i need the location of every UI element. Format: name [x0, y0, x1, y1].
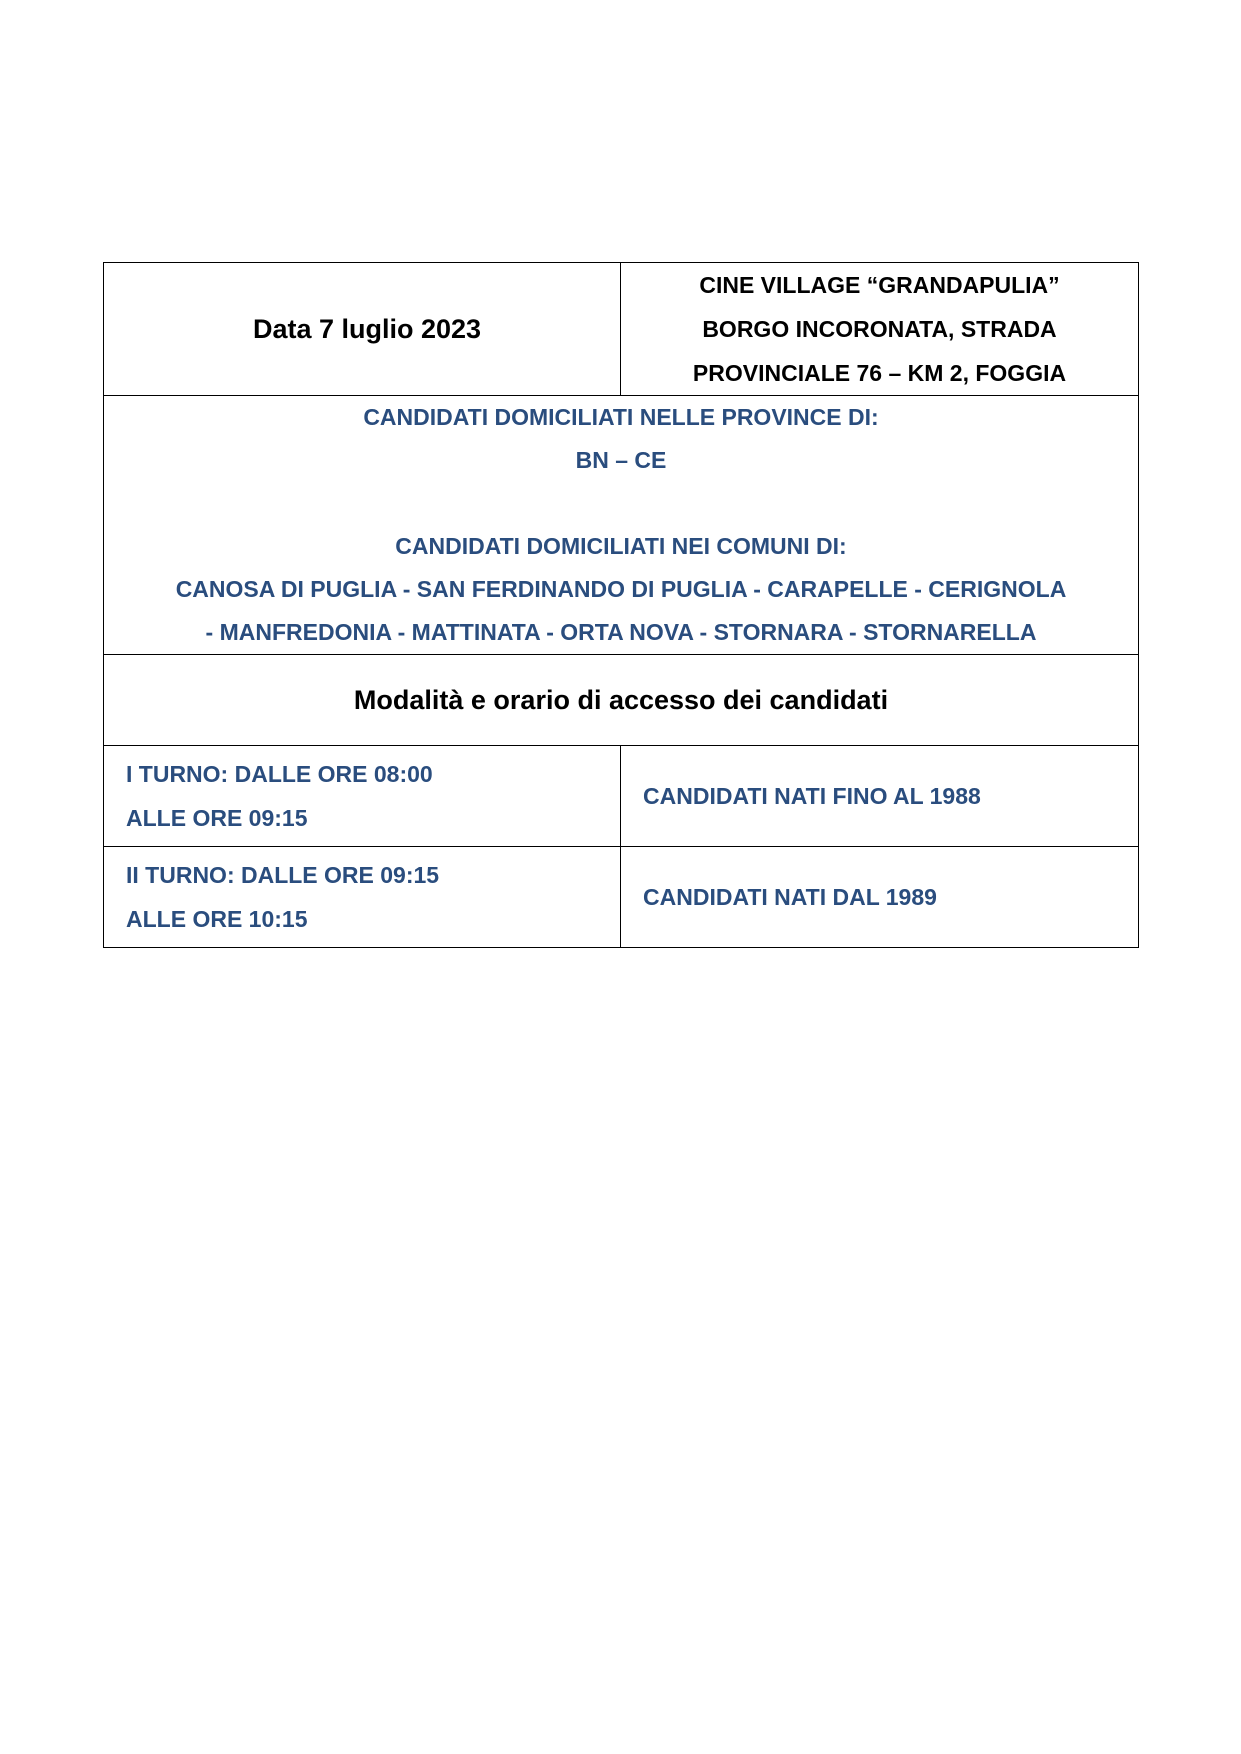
turn-group: CANDIDATI NATI FINO AL 1988 [643, 782, 981, 809]
turn-time-line-2: ALLE ORE 10:15 [126, 906, 308, 932]
venue-name: CINE VILLAGE “GRANDAPULIA” [699, 272, 1060, 298]
turn-group-cell [621, 847, 1139, 948]
municipalities-list-line-2: - MANFREDONIA - MATTINATA - ORTA NOVA - STORNARA - STORNARELLA [205, 619, 1037, 645]
municipalities-list-line-1: CANOSA DI PUGLIA - SAN FERDINANDO DI PUGLIA - CARAPELLE - CERIGNOLA [175, 576, 1067, 602]
venue-address-line-2: PROVINCIALE 76 – KM 2, FOGGIA [692, 360, 1067, 386]
header-row [104, 263, 1139, 396]
provinces-list: BN – CE [575, 447, 667, 473]
turn-group-cell [621, 746, 1139, 847]
candidates-cell [104, 396, 1139, 655]
access-title: Modalità e orario di accesso dei candidati [353, 684, 889, 715]
turn-time-line-1: II TURNO: DALLE ORE 09:15 [126, 862, 440, 888]
turn-time-line-1: I TURNO: DALLE ORE 08:00 [126, 761, 433, 787]
exam-schedule-table [103, 262, 1139, 948]
date-cell [104, 263, 621, 396]
turn-row [104, 847, 1139, 948]
access-title-row [104, 655, 1139, 746]
exam-date: Data 7 luglio 2023 [252, 313, 482, 344]
venue-cell [621, 263, 1139, 396]
spacer [104, 482, 1138, 525]
municipalities-title: CANDIDATI DOMICILIATI NEI COMUNI DI: [395, 533, 847, 559]
candidates-row [104, 396, 1139, 655]
venue-address-line-1: BORGO INCORONATA, STRADA [702, 316, 1057, 342]
access-title-cell [104, 655, 1139, 746]
turn-group: CANDIDATI NATI DAL 1989 [643, 883, 937, 910]
turn-time-cell [104, 746, 621, 847]
provinces-title: CANDIDATI DOMICILIATI NELLE PROVINCE DI: [363, 404, 879, 430]
turn-row [104, 746, 1139, 847]
turn-time-line-2: ALLE ORE 09:15 [126, 805, 308, 831]
turn-time-cell [104, 847, 621, 948]
